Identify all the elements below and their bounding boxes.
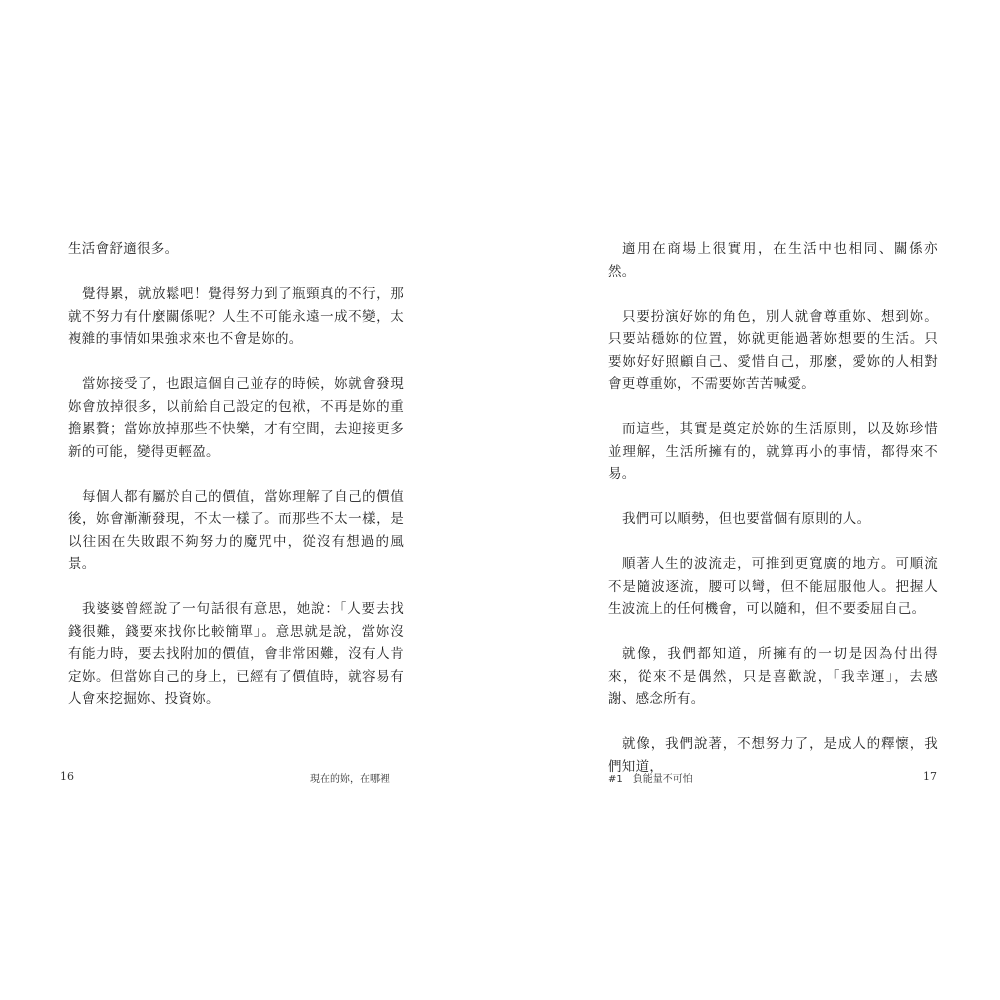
running-head-left: 現在的妳，在哪裡 bbox=[310, 774, 390, 785]
paragraph: 當妳接受了，也跟這個自己並存的時候，妳就會發現妳會放掉很多，以前給自己設定的包袱，不再是妳的重擔累贅；當妳放掉那些不快樂，才有空間，去迎接更多新的可能，變得更輕盈。 bbox=[68, 376, 404, 460]
left-page-body bbox=[68, 238, 404, 733]
paragraph: 覺得累，就放鬆吧！覺得努力到了瓶頸真的不行，那就不努力有什麼關係呢？人生不可能永遠一成不變，太複雜的事情如果強求來也不會是妳的。 bbox=[68, 286, 404, 347]
right-page-body bbox=[608, 238, 938, 801]
paragraph: 適用在商場上很實用，在生活中也相同、關係亦然。 bbox=[608, 241, 938, 280]
paragraph: 我們可以順勢，但也要當個有原則的人。 bbox=[622, 511, 871, 527]
paragraph: 只要扮演好妳的角色，別人就會尊重妳、想到妳。只要站穩妳的位置，妳就更能過著妳想要的生活。只要妳好好照顧自己、愛惜自己，那麼，愛妳的人相對會更尊重妳，不需要妳苦苦喊愛。 bbox=[608, 308, 938, 392]
paragraph: 順著人生的波流走，可推到更寬廣的地方。可順流不是隨波逐流，腰可以彎，但不能屈服他人。把握人生波流上的任何機會，可以隨和，但不要委屈自己。 bbox=[608, 556, 938, 617]
page-number-left: 16 bbox=[60, 770, 74, 783]
paragraph: 就像，我們說著，不想努力了，是成人的釋懷，我們知道， bbox=[608, 736, 938, 775]
paragraph: 生活會舒適很多。 bbox=[68, 241, 179, 257]
paragraph: 我婆婆曾經說了一句話很有意思，她說：「人要去找錢很難，錢要來找你比較簡單」。意思就是說，當妳沒有能力時，要去找附加的價值，會非常困難，沒有人肯定妳。但當妳自己的身上，已經有了價值時，就容易有人會來挖掘妳、投資妳。 bbox=[68, 601, 404, 707]
page-number-right: 17 bbox=[923, 770, 937, 783]
paragraph: 而這些，其實是奠定於妳的生活原則，以及妳珍惜並理解，生活所擁有的，就算再小的事情，都得來不易。 bbox=[608, 421, 938, 482]
paragraph: 每個人都有屬於自己的價值，當妳理解了自己的價值後，妳會漸漸發現，不太一樣了。而那些不太一樣，是以往困在失敗跟不夠努力的魔咒中，從沒有想過的風景。 bbox=[68, 488, 404, 572]
right-page bbox=[500, 0, 1000, 1000]
paragraph: 就像，我們都知道，所擁有的一切是因為付出得來，從來不是偶然，只是喜歡說，「我幸運」，去感謝、感念所有。 bbox=[608, 646, 938, 707]
running-head-right: #1 負能量不可怕 bbox=[608, 774, 693, 785]
